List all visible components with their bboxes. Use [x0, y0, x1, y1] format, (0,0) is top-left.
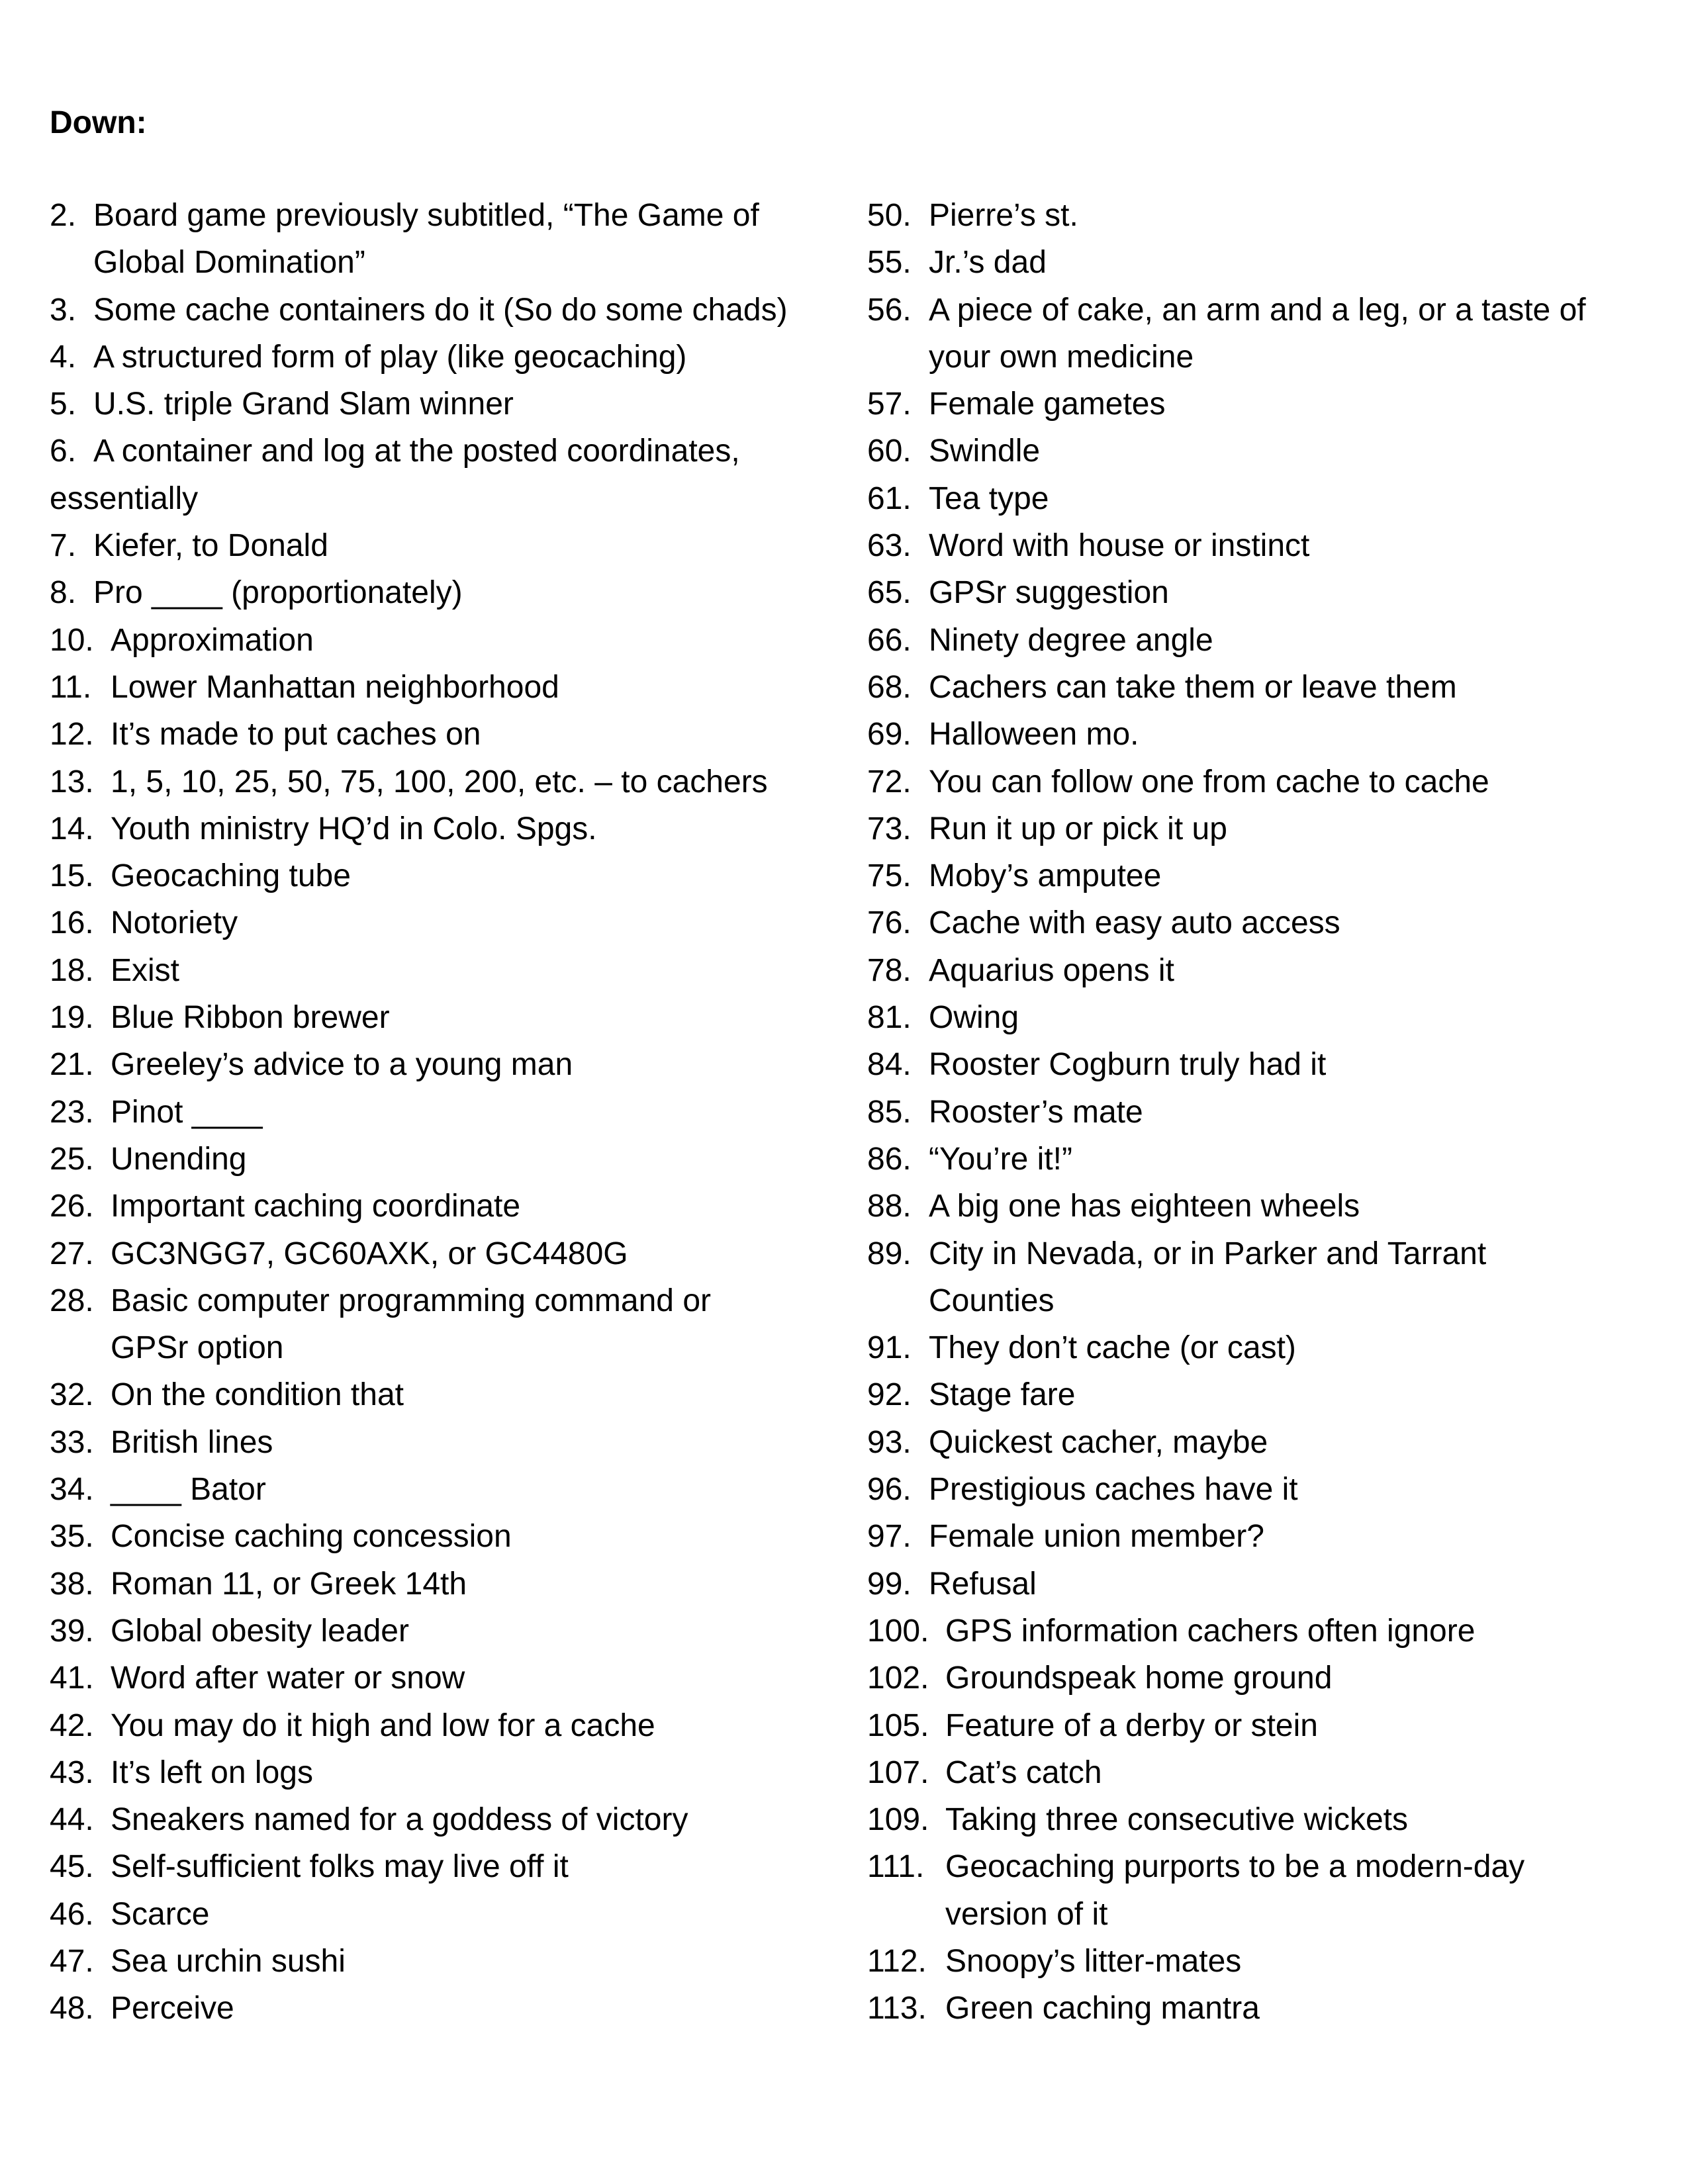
clue-number: 34. — [50, 1472, 94, 1508]
clue-number: 5. — [50, 387, 77, 422]
clue-item — [50, 1513, 818, 1560]
clue-text: Sea urchin sushi — [111, 1943, 346, 1979]
clue-text: Cachers can take them or leave them — [929, 669, 1457, 705]
clue-item — [50, 287, 818, 334]
clue-text: U.S. triple Grand Slam winner — [93, 387, 514, 422]
clue-number: 60. — [867, 433, 912, 469]
clue-text: Groundspeak home ground — [945, 1661, 1333, 1696]
clue-text: A piece of cake, an arm and a leg, or a taste of — [929, 292, 1586, 328]
clue-number: 35. — [50, 1519, 94, 1555]
clue-text: Green caching mantra — [945, 1991, 1260, 2026]
clue-text: Jr.’s dad — [929, 245, 1047, 281]
clue-text: version of it — [945, 1896, 1108, 1932]
clue-number: 11. — [50, 669, 92, 705]
clue-number: 85. — [867, 1094, 912, 1130]
clue-text: Stage fare — [929, 1377, 1076, 1413]
clue-number: 68. — [867, 669, 912, 705]
clue-item — [867, 1938, 1655, 1985]
clue-item — [867, 1513, 1655, 1560]
clue-text: Global Domination” — [93, 245, 365, 281]
clue-text: Feature of a derby or stein — [945, 1707, 1318, 1743]
clue-text: Taking three consecutive wickets — [945, 1802, 1408, 1838]
clue-number: 56. — [867, 292, 912, 328]
clue-text: A structured form of play (like geocaching) — [93, 339, 687, 375]
clue-text: Tea type — [929, 480, 1049, 516]
clue-item — [50, 852, 818, 899]
clue-number: 10. — [50, 622, 94, 658]
clue-text: GPSr option — [111, 1330, 284, 1366]
clue-text: It’s made to put caches on — [111, 717, 481, 752]
clue-text: Cache with easy auto access — [929, 905, 1340, 941]
clue-text: essentially — [50, 480, 199, 516]
clue-item — [867, 1371, 1655, 1418]
clue-item — [50, 522, 818, 569]
clue-number: 113. — [867, 1991, 927, 2026]
clue-number: 14. — [50, 811, 94, 846]
clue-item — [50, 1183, 818, 1230]
clue-item — [50, 1136, 818, 1183]
clue-number: 3. — [50, 292, 77, 328]
clue-text: Important caching coordinate — [111, 1189, 521, 1224]
clue-text: Kiefer, to Donald — [93, 528, 328, 564]
clue-number: 45. — [50, 1849, 94, 1885]
clue-text: 1, 5, 10, 25, 50, 75, 100, 200, etc. – to cachers — [111, 764, 768, 799]
clue-number: 76. — [867, 905, 912, 941]
clue-text: Basic computer programming command or — [111, 1283, 712, 1318]
clue-text: ____ Bator — [111, 1472, 266, 1508]
clue-number: 41. — [50, 1661, 94, 1696]
clue-number: 23. — [50, 1094, 94, 1130]
clue-number: 72. — [867, 764, 912, 799]
clue-text: Ninety degree angle — [929, 622, 1213, 658]
clue-number: 7. — [50, 528, 77, 564]
clue-item — [50, 1561, 818, 1608]
clue-text: Aquarius opens it — [929, 952, 1174, 988]
clue-item — [50, 617, 818, 664]
clue-number: 55. — [867, 245, 912, 281]
clue-number: 112. — [867, 1943, 927, 1979]
clue-item — [867, 1089, 1655, 1136]
clue-text: Exist — [111, 952, 180, 988]
clue-text: GC3NGG7, GC60AXK, or GC4480G — [111, 1236, 628, 1271]
clue-number: 111. — [867, 1849, 925, 1885]
clue-number: 97. — [867, 1519, 912, 1555]
clue-number: 105. — [867, 1707, 929, 1743]
clue-number: 75. — [867, 858, 912, 894]
clue-number: 43. — [50, 1754, 94, 1790]
clue-item — [50, 381, 818, 428]
clue-item — [50, 1891, 818, 1938]
clue-item — [867, 1324, 1655, 1371]
clue-text: Female union member? — [929, 1519, 1264, 1555]
clue-number: 100. — [867, 1613, 929, 1649]
clue-number: 38. — [50, 1566, 94, 1602]
clue-number: 57. — [867, 387, 912, 422]
clue-text: GPSr suggestion — [929, 575, 1169, 611]
clue-number: 26. — [50, 1189, 94, 1224]
clue-item — [867, 758, 1655, 805]
clue-text: Scarce — [111, 1896, 210, 1932]
clue-number: 61. — [867, 480, 912, 516]
clue-item — [50, 758, 818, 805]
clue-text: Cat’s catch — [945, 1754, 1102, 1790]
clue-item — [50, 805, 818, 852]
clue-text: Blue Ribbon brewer — [111, 1000, 390, 1036]
clue-number: 27. — [50, 1236, 94, 1271]
clue-item — [867, 1561, 1655, 1608]
clue-item — [867, 1843, 1655, 1938]
clue-text: Notoriety — [111, 905, 238, 941]
clue-item — [50, 1041, 818, 1088]
clue-text: Geocaching tube — [111, 858, 351, 894]
clue-text: Pierre’s st. — [929, 198, 1078, 233]
clue-number: 42. — [50, 1707, 94, 1743]
section-heading: Down: — [50, 105, 147, 140]
clue-number: 69. — [867, 717, 912, 752]
clue-item — [867, 287, 1655, 381]
clue-number: 65. — [867, 575, 912, 611]
clue-item — [867, 522, 1655, 569]
clue-text: Owing — [929, 1000, 1019, 1036]
clue-item — [50, 994, 818, 1041]
clue-number: 39. — [50, 1613, 94, 1649]
clue-text: City in Nevada, or in Parker and Tarrant — [929, 1236, 1487, 1271]
clue-text: Halloween mo. — [929, 717, 1139, 752]
clue-number: 63. — [867, 528, 912, 564]
clue-number: 4. — [50, 339, 77, 375]
clue-text: Quickest cacher, maybe — [929, 1424, 1268, 1460]
clue-text: Sneakers named for a goddess of victory — [111, 1802, 688, 1838]
clue-item — [867, 947, 1655, 994]
clue-text: Greeley’s advice to a young man — [111, 1047, 573, 1083]
clue-item — [867, 1466, 1655, 1513]
clue-item — [867, 1749, 1655, 1796]
clue-text: Rooster Cogburn truly had it — [929, 1047, 1327, 1083]
clue-text: Swindle — [929, 433, 1041, 469]
clue-item — [867, 569, 1655, 616]
clue-item — [50, 1608, 818, 1655]
clue-item — [50, 1985, 818, 2032]
clue-text: Some cache containers do it (So do some chads) — [93, 292, 788, 328]
clue-text: Concise caching concession — [111, 1519, 512, 1555]
clue-text: Self-sufficient folks may live off it — [111, 1849, 569, 1885]
clue-text: GPS information cachers often ignore — [945, 1613, 1476, 1649]
clue-item — [867, 1136, 1655, 1183]
clue-number: 92. — [867, 1377, 912, 1413]
clue-item — [50, 1419, 818, 1466]
clue-item — [867, 1183, 1655, 1230]
clue-item — [867, 617, 1655, 664]
clue-text: Counties — [929, 1283, 1055, 1318]
clue-number: 50. — [867, 198, 912, 233]
clue-item — [867, 475, 1655, 522]
clue-text: Refusal — [929, 1566, 1037, 1602]
clue-item — [867, 1655, 1655, 1702]
clue-text: You can follow one from cache to cache — [929, 764, 1489, 799]
clue-number: 96. — [867, 1472, 912, 1508]
clue-item — [50, 1466, 818, 1513]
clue-item — [867, 1608, 1655, 1655]
clue-item — [867, 1041, 1655, 1088]
clue-text: You may do it high and low for a cache — [111, 1707, 655, 1743]
clue-text: Lower Manhattan neighborhood — [111, 669, 559, 705]
clue-list-right — [867, 192, 1655, 2032]
clue-text: Roman 11, or Greek 14th — [111, 1566, 467, 1602]
clue-item — [867, 1230, 1655, 1325]
clue-text: British lines — [111, 1424, 273, 1460]
clue-item — [50, 1277, 818, 1372]
clue-item — [867, 381, 1655, 428]
clue-list-left — [50, 192, 818, 2032]
clue-item — [867, 805, 1655, 852]
clue-text: Geocaching purports to be a modern-day — [945, 1849, 1525, 1885]
clue-number: 89. — [867, 1236, 912, 1271]
clue-item — [50, 428, 818, 522]
clue-text: Perceive — [111, 1991, 234, 2026]
clue-item — [867, 711, 1655, 758]
clue-item — [50, 947, 818, 994]
clue-text: Global obesity leader — [111, 1613, 409, 1649]
clue-item — [50, 1230, 818, 1277]
clue-item — [867, 239, 1655, 286]
clue-item — [50, 711, 818, 758]
clue-number: 48. — [50, 1991, 94, 2026]
clue-number: 32. — [50, 1377, 94, 1413]
clue-number: 99. — [867, 1566, 912, 1602]
clue-text: Prestigious caches have it — [929, 1472, 1298, 1508]
clue-item — [867, 1702, 1655, 1749]
clue-number: 28. — [50, 1283, 94, 1318]
clue-number: 19. — [50, 1000, 94, 1036]
clue-text: Unending — [111, 1141, 247, 1177]
clue-text: Pro ____ (proportionately) — [93, 575, 463, 611]
clue-number: 6. — [50, 433, 77, 469]
clue-text: Approximation — [111, 622, 314, 658]
clue-item — [50, 899, 818, 946]
clue-number: 18. — [50, 952, 94, 988]
clue-item — [50, 569, 818, 616]
clue-number: 66. — [867, 622, 912, 658]
clue-text: Snoopy’s litter-mates — [945, 1943, 1242, 1979]
clue-text: On the condition that — [111, 1377, 404, 1413]
clue-number: 84. — [867, 1047, 912, 1083]
clue-item — [867, 1796, 1655, 1843]
clue-item — [50, 1843, 818, 1890]
clue-item — [867, 664, 1655, 711]
clue-number: 21. — [50, 1047, 94, 1083]
clue-number: 88. — [867, 1189, 912, 1224]
clue-number: 46. — [50, 1896, 94, 1932]
clue-item — [867, 1985, 1655, 2032]
clue-number: 73. — [867, 811, 912, 846]
clue-number: 25. — [50, 1141, 94, 1177]
clue-number: 16. — [50, 905, 94, 941]
clue-number: 86. — [867, 1141, 912, 1177]
clue-item — [867, 899, 1655, 946]
clue-number: 44. — [50, 1802, 94, 1838]
clue-text: Rooster’s mate — [929, 1094, 1143, 1130]
clue-text: A container and log at the posted coordinates, — [93, 433, 740, 469]
clue-item — [50, 1749, 818, 1796]
clue-text: Word with house or instinct — [929, 528, 1310, 564]
clue-item — [50, 1655, 818, 1702]
clue-item — [50, 1796, 818, 1843]
clue-item — [50, 1371, 818, 1418]
clue-item — [50, 1702, 818, 1749]
clue-text: Pinot ____ — [111, 1094, 263, 1130]
clue-text: They don’t cache (or cast) — [929, 1330, 1296, 1366]
clue-number: 2. — [50, 198, 77, 233]
clue-item — [867, 994, 1655, 1041]
clue-number: 15. — [50, 858, 94, 894]
clue-number: 93. — [867, 1424, 912, 1460]
clue-text: Board game previously subtitled, “The Game of — [93, 198, 759, 233]
clue-number: 107. — [867, 1754, 929, 1790]
clue-item — [50, 192, 818, 287]
clue-item — [867, 1419, 1655, 1466]
clue-number: 78. — [867, 952, 912, 988]
clue-number: 109. — [867, 1802, 929, 1838]
clue-number: 102. — [867, 1661, 929, 1696]
clue-number: 8. — [50, 575, 77, 611]
clue-number: 47. — [50, 1943, 94, 1979]
clue-item — [50, 664, 818, 711]
clue-item — [50, 334, 818, 381]
clue-text: Word after water or snow — [111, 1661, 465, 1696]
clue-text: Female gametes — [929, 387, 1166, 422]
clue-number: 33. — [50, 1424, 94, 1460]
clue-item — [867, 192, 1655, 239]
clue-number: 12. — [50, 717, 94, 752]
clue-text: A big one has eighteen wheels — [929, 1189, 1360, 1224]
clue-item — [867, 852, 1655, 899]
clue-item — [867, 428, 1655, 475]
clue-number: 13. — [50, 764, 94, 799]
clue-text: Moby’s amputee — [929, 858, 1162, 894]
clue-number: 91. — [867, 1330, 912, 1366]
clue-text: “You’re it!” — [929, 1141, 1072, 1177]
clue-text: your own medicine — [929, 339, 1194, 375]
clue-text: Run it up or pick it up — [929, 811, 1227, 846]
clue-item — [50, 1938, 818, 1985]
clue-text: Youth ministry HQ’d in Colo. Spgs. — [111, 811, 597, 846]
clue-number: 81. — [867, 1000, 912, 1036]
clue-text: It’s left on logs — [111, 1754, 313, 1790]
clue-item — [50, 1089, 818, 1136]
